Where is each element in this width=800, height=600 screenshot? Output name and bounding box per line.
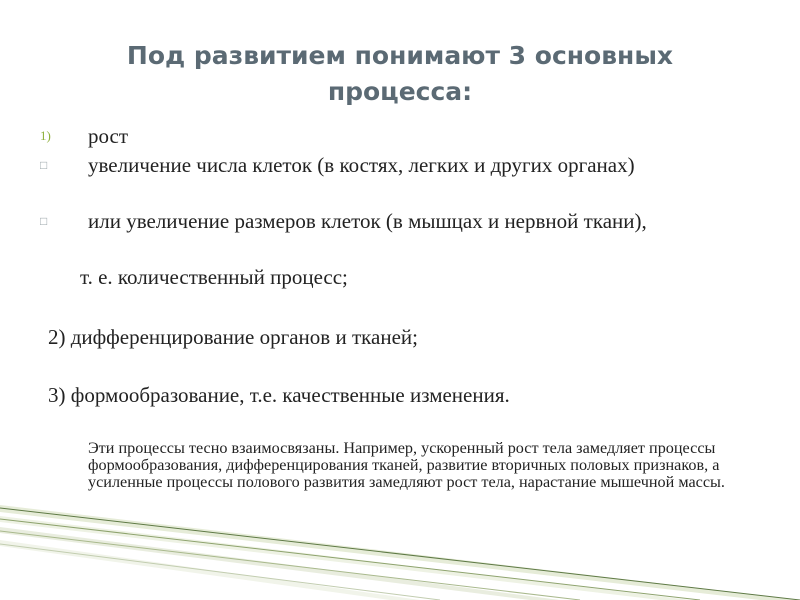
list-line-3: 3) формообразование, т.е. качественные изменения. bbox=[48, 383, 510, 407]
summary-paragraph: Эти процессы тесно взаимосвязаны. Например, ускоренный рост тела замедляет процессы формообразования, дифференцирования тканей, развитие вторичных половых признаков, а усиленные процессы полового развития замедляют рост тела, нарастание мышечной массы. bbox=[88, 439, 725, 491]
list-item-text: рост bbox=[88, 124, 129, 148]
square-bullet-icon: □ bbox=[40, 214, 48, 228]
list-item-text: увеличение числа клеток (в костях, легких и других органах) bbox=[88, 153, 635, 177]
list-number: 1) bbox=[40, 128, 51, 143]
list-line-2: 2) дифференцирование органов и тканей; bbox=[48, 325, 418, 349]
quantitative-note: т. е. количественный процесс; bbox=[80, 265, 348, 289]
square-bullet-icon: □ bbox=[40, 158, 48, 172]
slide-title: Под развитием понимают 3 основных процесса: bbox=[126, 41, 674, 106]
list-item-text: или увеличение размеров клеток (в мышцах и нервной ткани), bbox=[88, 209, 647, 233]
